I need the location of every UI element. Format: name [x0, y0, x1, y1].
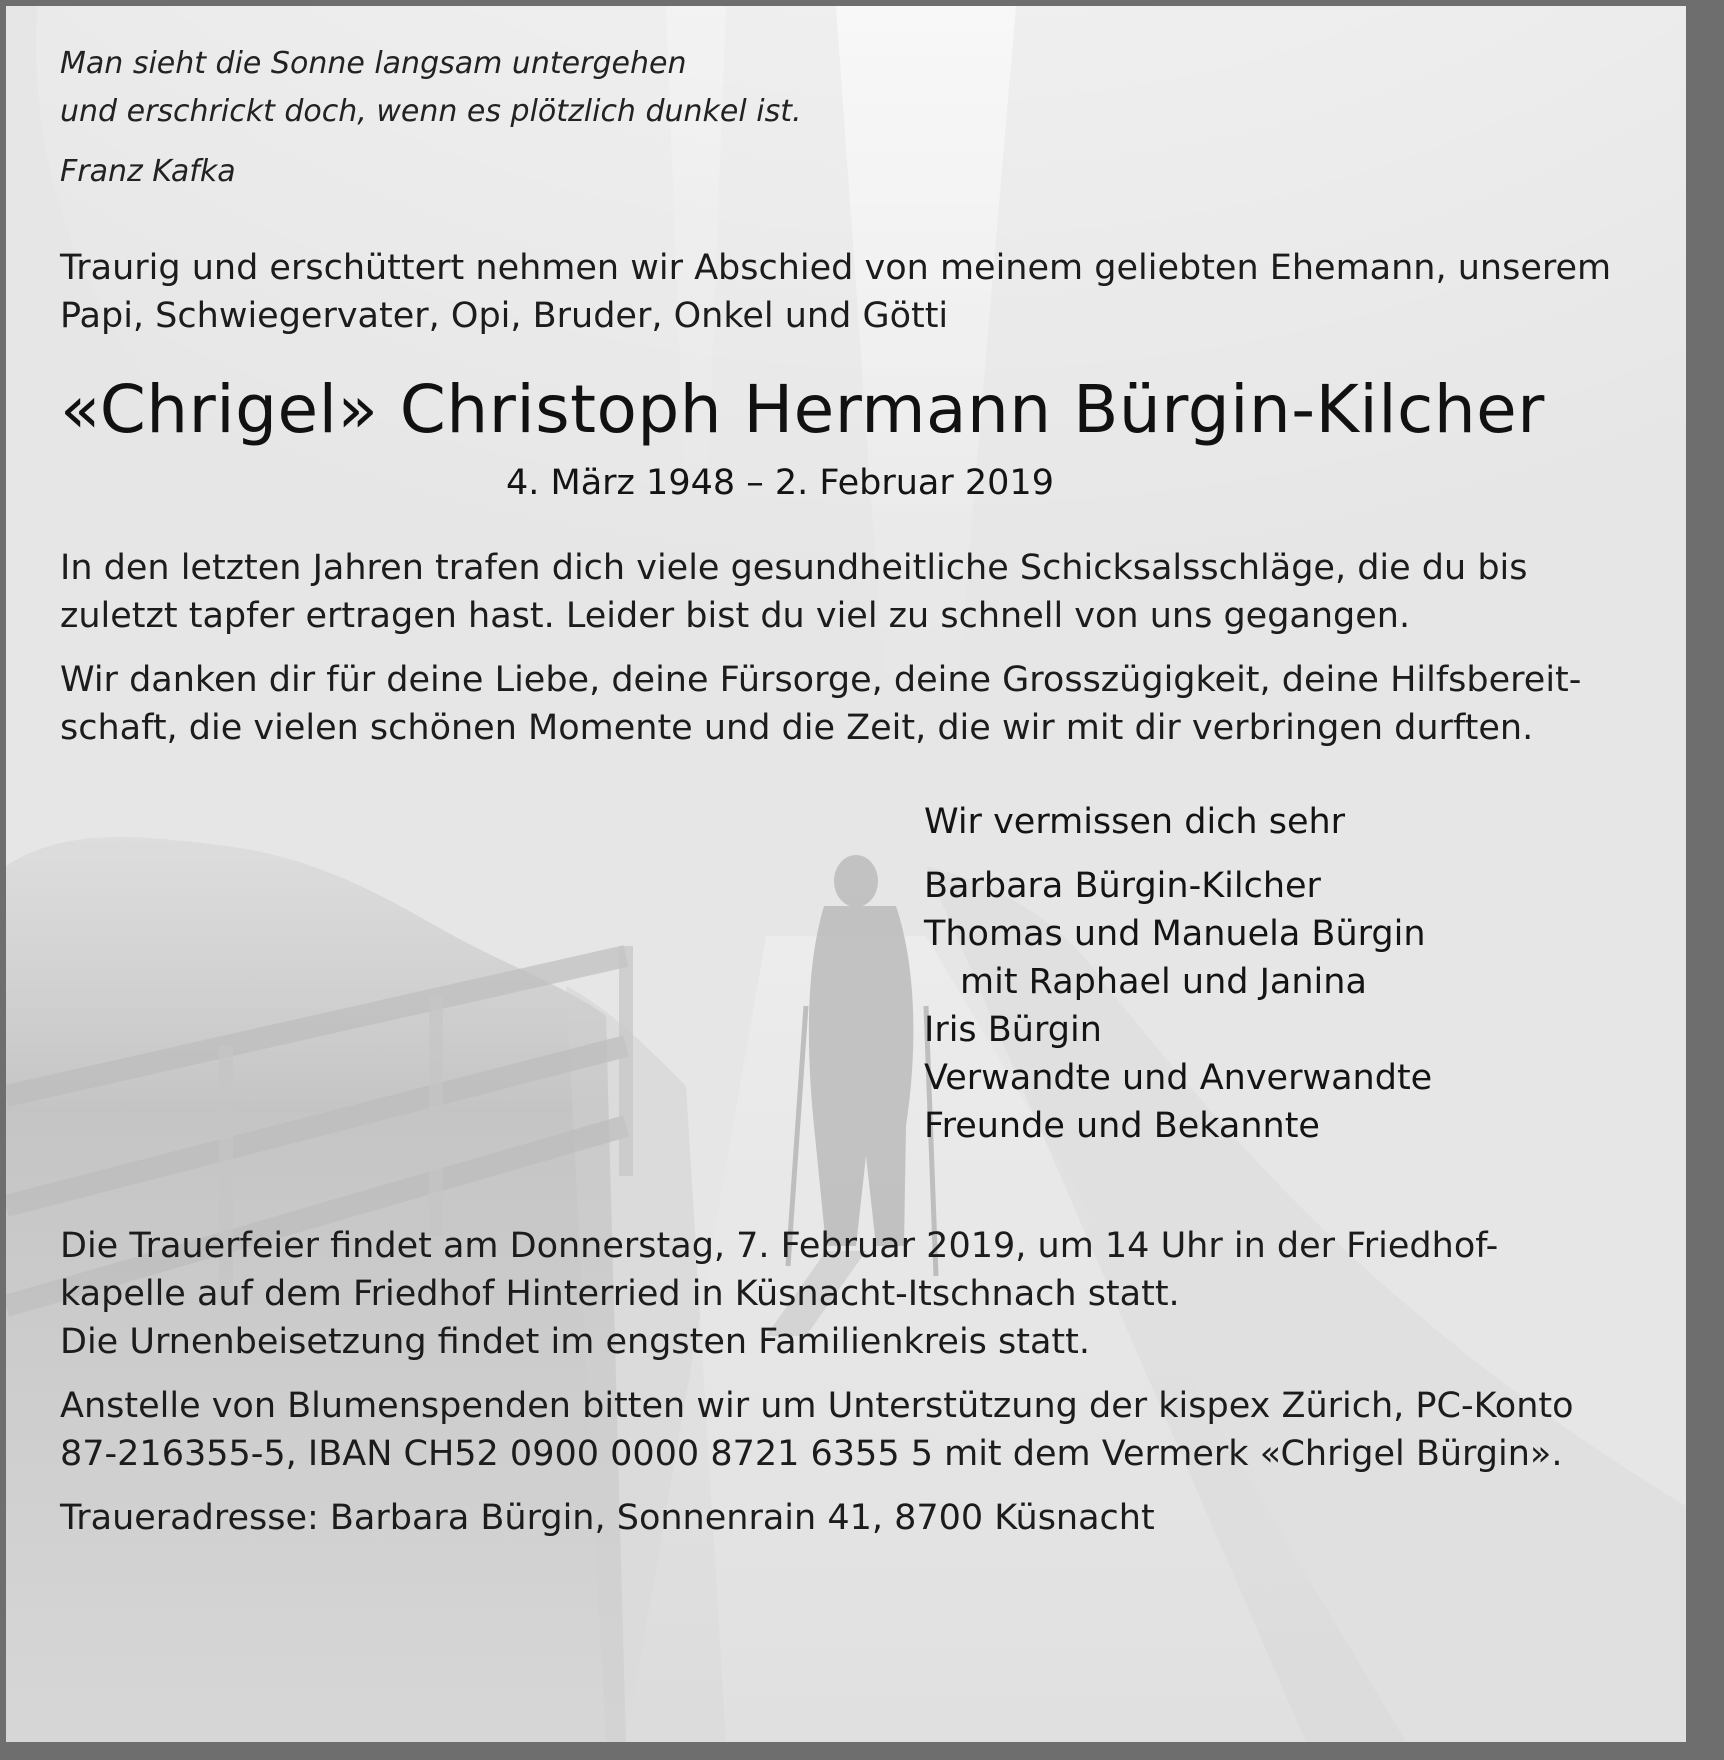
intro-line-1: Traurig und erschüttert nehmen wir Abschied von meinem geliebten Ehemann, unserem — [60, 248, 1612, 288]
mourning-address: Traueradresse: Barbara Bürgin, Sonnenrain 41, 8700 Küsnacht — [60, 1498, 1155, 1538]
deceased-name: «Chrigel» Christoph Hermann Bürgin-Kilcher — [60, 371, 1545, 448]
mourners-heading: Wir vermissen dich sehr — [924, 802, 1346, 842]
obituary-text — [6, 6, 1686, 1742]
donation-line-1: Anstelle von Blumenspenden bitten wir um Unterstützung der kispex Zürich, PC-Konto — [60, 1386, 1574, 1426]
service-line-2: kapelle auf dem Friedhof Hinterried in Küsnacht-Itschnach statt. — [60, 1274, 1180, 1314]
mourner-name: mit Raphael und Janina — [960, 962, 1367, 1002]
mourner-name: Verwandte und Anverwandte — [924, 1058, 1433, 1098]
quote-line-2: und erschrickt doch, wenn es plötzlich dunkel ist. — [60, 94, 802, 129]
mourner-name: Barbara Bürgin-Kilcher — [924, 866, 1321, 906]
tribute-line-4: schaft, die vielen schönen Momente und die Zeit, die wir mit dir verbringen durften. — [60, 708, 1534, 748]
life-dates: 4. März 1948 – 2. Februar 2019 — [506, 463, 1054, 503]
obituary-page — [6, 6, 1686, 1742]
quote-author: Franz Kafka — [60, 154, 236, 189]
mourner-name: Freunde und Bekannte — [924, 1106, 1320, 1146]
tribute-line-2: zuletzt tapfer ertragen hast. Leider bist du viel zu schnell von uns gegangen. — [60, 596, 1411, 636]
service-line-3: Die Urnenbeisetzung findet im engsten Familienkreis statt. — [60, 1322, 1091, 1362]
quote-line-1: Man sieht die Sonne langsam untergehen — [60, 46, 687, 81]
intro-line-2: Papi, Schwiegervater, Opi, Bruder, Onkel und Götti — [60, 296, 949, 336]
donation-line-2: 87-216355-5, IBAN CH52 0900 0000 8721 6355 5 mit dem Vermerk «Chrigel Bürgin». — [60, 1434, 1563, 1474]
tribute-line-1: In den letzten Jahren trafen dich viele gesundheitliche Schicksalsschläge, die du bis — [60, 548, 1528, 588]
tribute-line-3: Wir danken dir für deine Liebe, deine Fürsorge, deine Grosszügigkeit, deine Hilfsbereit- — [60, 660, 1582, 700]
mourner-name: Iris Bürgin — [924, 1010, 1102, 1050]
mourner-name: Thomas und Manuela Bürgin — [924, 914, 1426, 954]
service-line-1: Die Trauerfeier findet am Donnerstag, 7. Februar 2019, um 14 Uhr in der Friedhof- — [60, 1226, 1499, 1266]
